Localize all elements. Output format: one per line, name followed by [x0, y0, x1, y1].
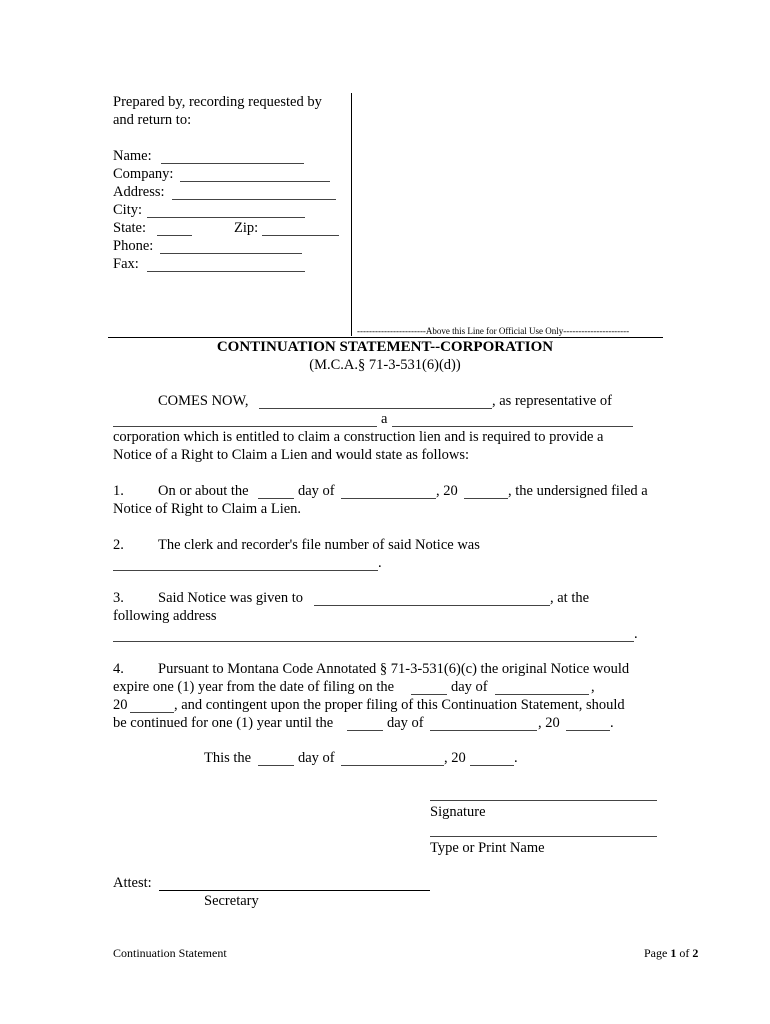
item2-period: .	[378, 555, 382, 571]
item4-line2-c: ,	[591, 679, 595, 695]
address-field[interactable]	[172, 199, 336, 200]
item3-line2: following address	[113, 608, 217, 624]
dated-text-c: , 20	[444, 750, 466, 766]
item4-line4-d: .	[610, 715, 614, 731]
item4-until-month-field[interactable]	[430, 730, 537, 731]
item3-recipient-field[interactable]	[314, 605, 550, 606]
name-field[interactable]	[161, 163, 304, 164]
document-title: CONTINUATION STATEMENT--CORPORATION	[216, 339, 554, 355]
footer-page-number	[644, 946, 698, 961]
as-representative-text: , as representative of	[492, 393, 612, 409]
item4-line4-b: day of	[387, 715, 424, 731]
item4-line4-c: , 20	[538, 715, 560, 731]
item2-number: 2.	[113, 537, 124, 553]
official-use-note: -----------------------Above this Line for Official Use Only----------------------	[357, 326, 630, 336]
item1-text-b: day of	[298, 483, 335, 499]
city-label: City:	[113, 202, 143, 218]
item1-year-field[interactable]	[464, 498, 508, 499]
item2-text: The clerk and recorder's file number of said Notice was	[158, 537, 480, 553]
item4-expire-month-field[interactable]	[495, 694, 589, 695]
item1-line2: Notice of Right to Claim a Lien.	[113, 501, 302, 517]
item1-text-a: On or about the	[158, 483, 249, 499]
city-field[interactable]	[147, 217, 305, 218]
official-use-divider	[108, 337, 663, 338]
item1-text-c: , 20	[436, 483, 458, 499]
phone-label: Phone:	[113, 238, 154, 254]
item4-line2-b: day of	[451, 679, 488, 695]
item3-period: .	[634, 626, 638, 642]
comes-now-text: COMES NOW,	[158, 393, 249, 409]
prepared-by-line2: and return to:	[113, 112, 192, 128]
zip-label: Zip:	[234, 220, 259, 236]
a-text: a	[381, 411, 388, 427]
page-total: 2	[692, 946, 699, 960]
item3-number: 3.	[113, 590, 124, 606]
item4-line1: Pursuant to Montana Code Annotated § 71-3-531(6)(c) the original Notice would	[158, 661, 630, 677]
item4-line3-a: 20	[113, 697, 128, 713]
item1-text-d: , the undersigned filed a	[508, 483, 648, 499]
item3-text: Said Notice was given to	[158, 590, 303, 606]
dated-text-a: This the	[204, 750, 252, 766]
page-prefix: Page	[644, 946, 668, 960]
fax-field[interactable]	[147, 271, 305, 272]
corporation-name-field[interactable]	[113, 426, 377, 427]
signature-field[interactable]	[430, 800, 657, 801]
attest-signature-field[interactable]	[159, 890, 430, 891]
dated-text-d: .	[514, 750, 518, 766]
page-current: 1	[670, 946, 677, 960]
dated-day-field[interactable]	[258, 765, 294, 766]
item4-until-year-field[interactable]	[566, 730, 610, 731]
name-label: Name:	[113, 148, 152, 164]
item4-expire-year-field[interactable]	[130, 712, 174, 713]
item4-expire-day-field[interactable]	[411, 694, 447, 695]
print-name-field[interactable]	[430, 836, 657, 837]
page-of: of	[679, 946, 690, 960]
item2-file-number-field[interactable]	[113, 570, 378, 571]
item4-number: 4.	[113, 661, 124, 677]
item4-until-day-field[interactable]	[347, 730, 383, 731]
company-label: Company:	[113, 166, 174, 182]
state-field[interactable]	[157, 235, 192, 236]
secretary-label: Secretary	[204, 893, 259, 909]
dated-year-field[interactable]	[470, 765, 514, 766]
item4-line2-a: expire one (1) year from the date of filing on the	[113, 679, 395, 695]
attest-label: Attest:	[113, 875, 152, 891]
item1-day-field[interactable]	[258, 498, 294, 499]
representative-name-field[interactable]	[259, 408, 492, 409]
company-field[interactable]	[180, 181, 330, 182]
statute-citation: (M.C.A.§ 71-3-531(6)(d))	[309, 357, 461, 373]
phone-field[interactable]	[160, 253, 302, 254]
item3-at-the: , at the	[550, 590, 590, 606]
item1-month-field[interactable]	[341, 498, 436, 499]
footer-document-name: Continuation Statement	[113, 946, 227, 960]
signature-label: Signature	[430, 804, 486, 820]
fax-label: Fax:	[113, 256, 139, 272]
header-vertical-divider	[351, 93, 352, 336]
dated-month-field[interactable]	[341, 765, 444, 766]
print-name-label: Type or Print Name	[430, 840, 545, 856]
state-label: State:	[113, 220, 147, 236]
zip-field[interactable]	[262, 235, 339, 236]
address-label: Address:	[113, 184, 165, 200]
intro-line4: Notice of a Right to Claim a Lien and would state as follows:	[113, 447, 469, 463]
item4-line4-a: be continued for one (1) year until the	[113, 715, 334, 731]
dated-text-b: day of	[298, 750, 335, 766]
prepared-by-line1: Prepared by, recording requested by	[113, 94, 322, 110]
item1-number: 1.	[113, 483, 124, 499]
item3-address-field[interactable]	[113, 641, 634, 642]
corporation-type-field[interactable]	[392, 426, 633, 427]
item4-line3-b: , and contingent upon the proper filing of this Continuation Statement, should	[174, 697, 625, 713]
intro-line3: corporation which is entitled to claim a construction lien and is required to provide a	[113, 429, 604, 445]
